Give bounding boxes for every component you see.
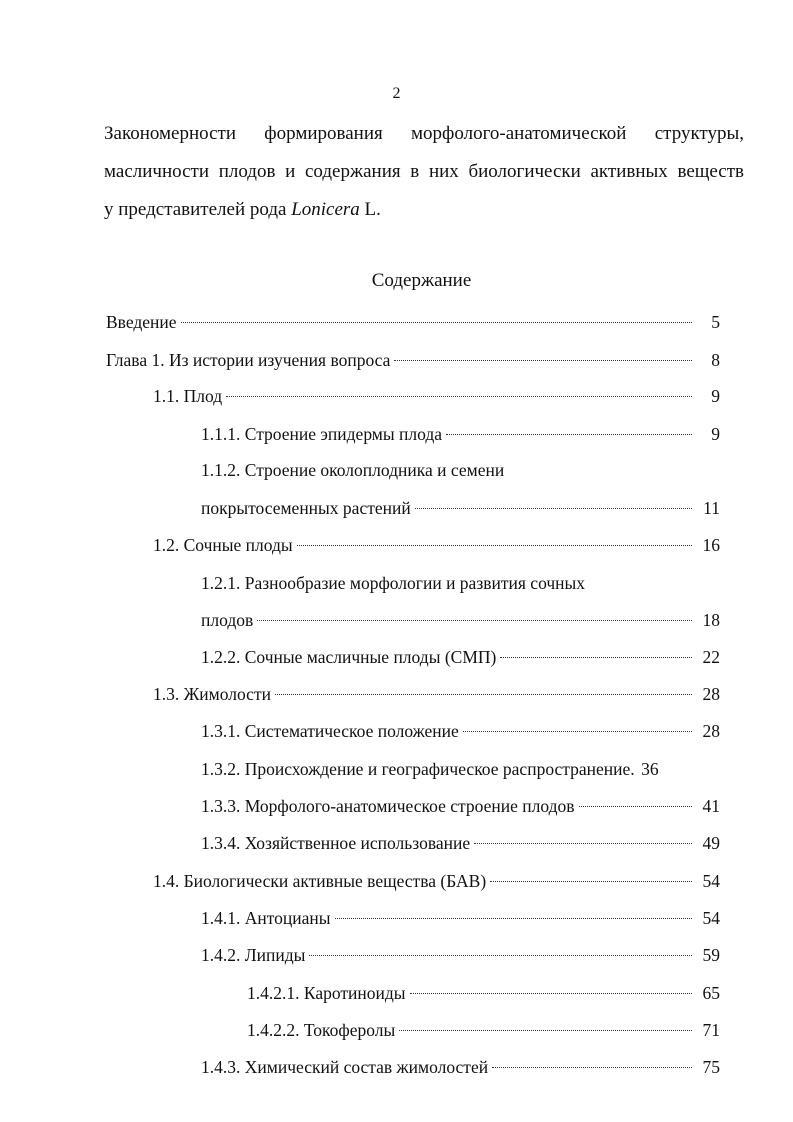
toc-entry-label: 1.2.1. Разнообразие морфологии и развития сочных: [201, 573, 586, 593]
toc-entry-page: 71: [702, 1020, 720, 1040]
toc-entry-label: 1.3.1. Систематическое положение: [201, 721, 459, 741]
toc-leader-dots: [181, 322, 692, 323]
toc-entry-label: 1.3.4. Хозяйственное использование: [201, 833, 471, 853]
toc-leader-dots: [492, 1067, 692, 1068]
toc-entry[interactable]: [201, 565, 720, 601]
toc-entry[interactable]: [201, 825, 720, 861]
toc-entry-page: 11: [703, 498, 720, 518]
title-line-3: [104, 191, 744, 229]
toc-entry-label: 1.2.2. Сочные масличные плоды (СМП): [201, 647, 497, 667]
toc-leader-dots: [257, 620, 692, 621]
toc-entry[interactable]: [201, 452, 720, 488]
toc-entry[interactable]: [153, 378, 720, 414]
toc-leader-dots: [335, 918, 692, 919]
toc-leader-dots: [399, 1030, 692, 1031]
toc-leader-dots: [474, 843, 692, 844]
toc-leader-dots: [500, 657, 692, 658]
toc-entry-page: 36: [641, 759, 659, 779]
toc-leader-dots: [297, 545, 692, 546]
toc-leader-dots: [579, 806, 693, 807]
toc-entry-label: Глава 1. Из истории изучения вопроса: [106, 350, 391, 370]
toc-entry[interactable]: [201, 602, 720, 638]
toc-entry-label: 1.3.2. Происхождение и географическое распространение.: [201, 759, 635, 779]
toc-entry-page: 59: [702, 945, 720, 965]
toc-entry-page: 54: [702, 871, 720, 891]
toc-leader-dots: [394, 360, 692, 361]
toc-entry-page: 75: [702, 1057, 720, 1077]
toc-entry[interactable]: [201, 713, 720, 749]
toc-entry-label: 1.4.2. Липиды: [201, 945, 306, 965]
toc-entry[interactable]: [106, 304, 720, 340]
toc-entry[interactable]: [201, 639, 720, 675]
toc-entry[interactable]: [201, 788, 720, 824]
toc-entry-label: 1.4.1. Антоцианы: [201, 908, 331, 928]
toc-leader-dots: [309, 955, 692, 956]
title-line-3-suffix: L.: [359, 199, 381, 220]
toc-entry-page: 9: [711, 386, 720, 406]
toc-entry-label: 1.1. Плод: [153, 386, 223, 406]
genus-name: Lonicera: [291, 199, 360, 220]
toc-entry[interactable]: [106, 342, 720, 378]
toc-entry-page: 65: [702, 983, 720, 1003]
toc-entry-page: 41: [702, 796, 720, 816]
toc-entry[interactable]: [153, 676, 720, 712]
toc-entry-label: 1.3. Жимолости: [153, 684, 271, 704]
toc-entry-page: 9: [711, 424, 720, 444]
toc-entry-label: плодов: [201, 610, 254, 630]
toc-entry-page: 28: [702, 684, 720, 704]
toc-entry-label: Введение: [106, 312, 177, 332]
toc-leader-dots: [226, 396, 692, 397]
page-number: 2: [392, 85, 401, 102]
toc-entry[interactable]: [201, 1049, 720, 1085]
toc-entry[interactable]: [201, 751, 720, 787]
toc-entry-page: 54: [702, 908, 720, 928]
toc-leader-dots: [415, 508, 692, 509]
toc-entry-page: 16: [702, 535, 720, 555]
toc-entry[interactable]: [247, 1012, 720, 1048]
title-line-3-prefix: у представителей рода: [104, 199, 292, 220]
toc-leader-dots: [275, 694, 692, 695]
toc-entry-label: 1.4.2.1. Каротиноиды: [247, 983, 406, 1003]
toc-entry-label: 1.2. Сочные плоды: [153, 535, 293, 555]
toc-entry[interactable]: [201, 490, 720, 526]
toc-entry[interactable]: [201, 900, 720, 936]
toc-entry-page: 49: [702, 833, 720, 853]
toc-entry-label: покрытосеменных растений: [201, 498, 411, 518]
document-title: [104, 115, 744, 229]
toc-entry-page: 28: [702, 721, 720, 741]
title-line-2: масличности плодов и содержания в них биологически активных веществ: [104, 161, 744, 182]
toc-entry[interactable]: [153, 863, 720, 899]
toc-entry-page: 5: [711, 312, 720, 332]
title-line-1: Закономерности формирования морфолого-анатомической структуры,: [104, 123, 744, 144]
toc-entry-label: 1.4.2.2. Токоферолы: [247, 1020, 396, 1040]
toc-entry-label: 1.1.1. Строение эпидермы плода: [201, 424, 443, 444]
toc-leader-dots: [446, 434, 692, 435]
toc-leader-dots: [490, 881, 692, 882]
toc-heading: Содержание: [371, 270, 472, 291]
toc-entry[interactable]: [201, 416, 720, 452]
toc-entry-label: 1.4.3. Химический состав жимолостей: [201, 1057, 489, 1077]
toc-leader-dots: [410, 993, 692, 994]
toc-entry-label: 1.3.3. Морфолого-анатомическое строение плодов: [201, 796, 575, 816]
toc-leader-dots: [463, 731, 692, 732]
toc-entry-label: 1.4. Биологически активные вещества (БАВ): [153, 871, 487, 891]
toc-entry[interactable]: [153, 527, 720, 563]
toc-entry[interactable]: [247, 975, 720, 1011]
toc-entry-label: 1.1.2. Строение околоплодника и семени: [201, 460, 505, 480]
toc-entry[interactable]: [201, 937, 720, 973]
toc-entry-page: 22: [702, 647, 720, 667]
toc-entry-page: 18: [702, 610, 720, 630]
toc-entry-page: 8: [711, 350, 720, 370]
